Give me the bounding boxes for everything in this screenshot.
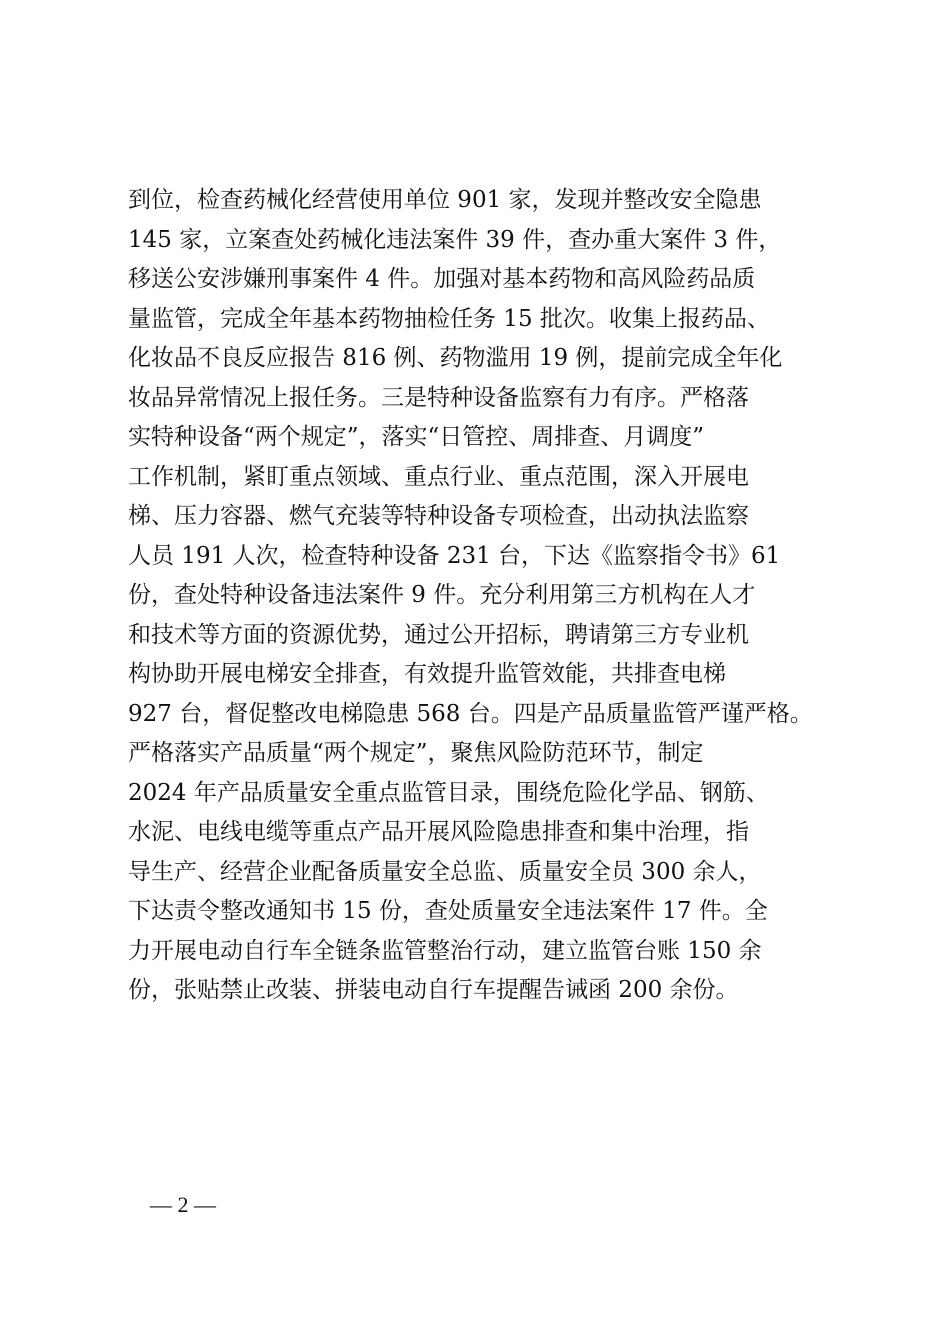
text-line: 人员 191 人次，检查特种设备 231 台，下达《监察指令书》61: [128, 542, 781, 569]
text-line: 到位，检查药械化经营使用单位 901 家，发现并整改安全隐患: [128, 187, 762, 213]
text-line: 严格落实产品质量“两个规定”，聚焦风险防范环节，制定: [128, 740, 704, 766]
text-line: 水泥、电线电缆等重点产品开展风险隐患排查和集中治理，指: [128, 819, 749, 845]
text-line: 梯、压力容器、燃气充装等特种设备专项检查，出动执法监察: [128, 503, 749, 529]
text-line: 份，张贴禁止改装、拼装电动自行车提醒告诫函 200 余份。: [128, 977, 739, 1003]
text-line: 2024 年产品质量安全重点监管目录，围绕危险化学品、钢筋、: [128, 779, 769, 806]
text-line: 妆品异常情况上报任务。三是特种设备监察有力有序。严格落: [128, 384, 749, 411]
text-line: 构协助开展电梯安全排查，有效提升监管效能，共排查电梯: [128, 661, 726, 687]
text-line: 和技术等方面的资源优势，通过公开招标，聘请第三方专业机: [128, 621, 749, 648]
text-line: 927 台，督促整改电梯隐患 568 台。四是产品质量监管严谨严格。: [128, 700, 813, 727]
text-line: 量监管，完成全年基本药物抽检任务 15 批次。收集上报药品、: [128, 305, 770, 332]
text-line: 145 家，立案查处药械化违法案件 39 件，查办重大案件 3 件，: [128, 226, 782, 253]
text-line: 导生产、经营企业配备质量安全总监、质量安全员 300 余人，: [128, 858, 762, 885]
text-line: 化妆品不良反应报告 816 例、药物滥用 19 例，提前完成全年化: [128, 345, 783, 371]
body-text: [128, 181, 888, 1011]
text-line: 移送公安涉嫌刑事案件 4 件。加强对基本药物和高风险药品质: [128, 266, 756, 292]
text-line: 下达责令整改通知书 15 份，查处质量安全违法案件 17 件。全: [128, 898, 768, 924]
text-line: 力开展电动自行车全链条监管整治行动，建立监管台账 150 余: [128, 937, 762, 964]
text-line: 实特种设备“两个规定”，落实“日管控、周排查、月调度”: [128, 424, 705, 450]
text-line: 份，查处特种设备违法案件 9 件。充分利用第三方机构在人才: [128, 582, 756, 608]
text-line: 工作机制，紧盯重点领域、重点行业、重点范围，深入开展电: [128, 463, 749, 490]
page-number: — 2 —: [150, 1192, 216, 1217]
